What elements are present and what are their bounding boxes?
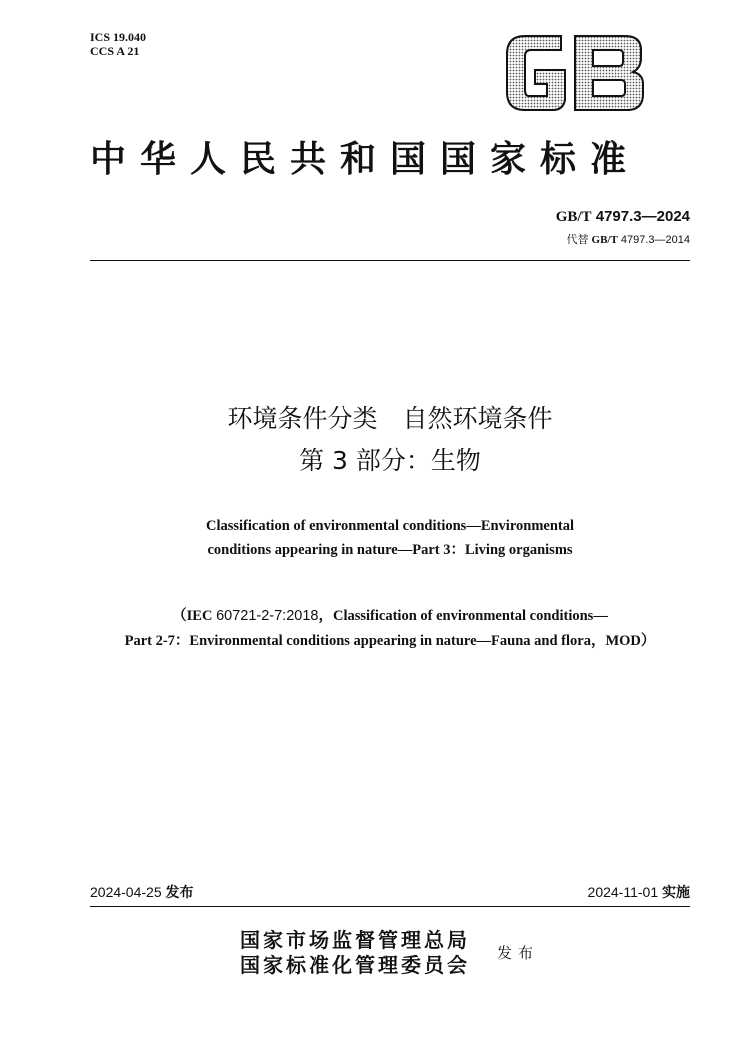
iec-line2: Part 2-7：Environmental conditions appearing in nature—Fauna and flora，MOD） (124, 633, 656, 649)
ics-code: ICS 19.040 (90, 30, 147, 44)
replaces-standard (556, 231, 690, 249)
title-en-line2: conditions appearing in nature—Part 3：Living organisms (207, 542, 573, 558)
replaces-label: 代替 (566, 233, 589, 246)
standard-prefix: GB/T (555, 209, 592, 225)
iec-line1 (70, 604, 710, 629)
top-divider (90, 260, 690, 261)
classification-codes (90, 30, 146, 58)
iec-open: （IEC (172, 608, 217, 624)
issuer-sac: 国家标准化管理委员会 (240, 953, 470, 977)
iec-rest: ，Classification of environmental conditions— (318, 608, 608, 624)
standard-number-block (556, 207, 690, 249)
title-english (90, 514, 690, 562)
ccs-code: CCS A 21 (90, 44, 140, 58)
iec-equivalence (70, 604, 710, 654)
replaces-code: 4797.3—2014 (620, 234, 690, 246)
iec-code: 60721-2-7:2018 (216, 608, 319, 624)
title-cn-line2: 第 3 部分：生物 (299, 446, 481, 475)
title-en-line1: Classification of environmental conditions—Environmental (205, 518, 575, 534)
issuing-authorities (240, 928, 470, 978)
gb-logo-graphic (503, 30, 648, 116)
title-cn-line1: 环境条件分类 自然环境条件 (227, 404, 553, 433)
implement-date (588, 882, 690, 903)
national-standard-banner: 中华人民共和国国家标准 (90, 138, 641, 180)
title-chinese (90, 398, 690, 482)
publish-date-value: 2024-04-25 (90, 884, 162, 900)
replaces-prefix: GB/T (591, 234, 618, 246)
standard-number (556, 207, 690, 227)
gb-logo (503, 30, 648, 116)
issue-label: 发布 (497, 944, 540, 962)
standard-code: 4797.3—2024 (595, 208, 690, 225)
implement-date-value: 2024-11-01 (587, 884, 659, 900)
issuer-samr: 国家市场监督管理总局 (240, 928, 470, 952)
bottom-divider (90, 906, 690, 907)
implement-date-label: 实施 (662, 885, 690, 901)
publish-date-label: 发布 (165, 885, 194, 901)
publish-date (90, 882, 194, 903)
